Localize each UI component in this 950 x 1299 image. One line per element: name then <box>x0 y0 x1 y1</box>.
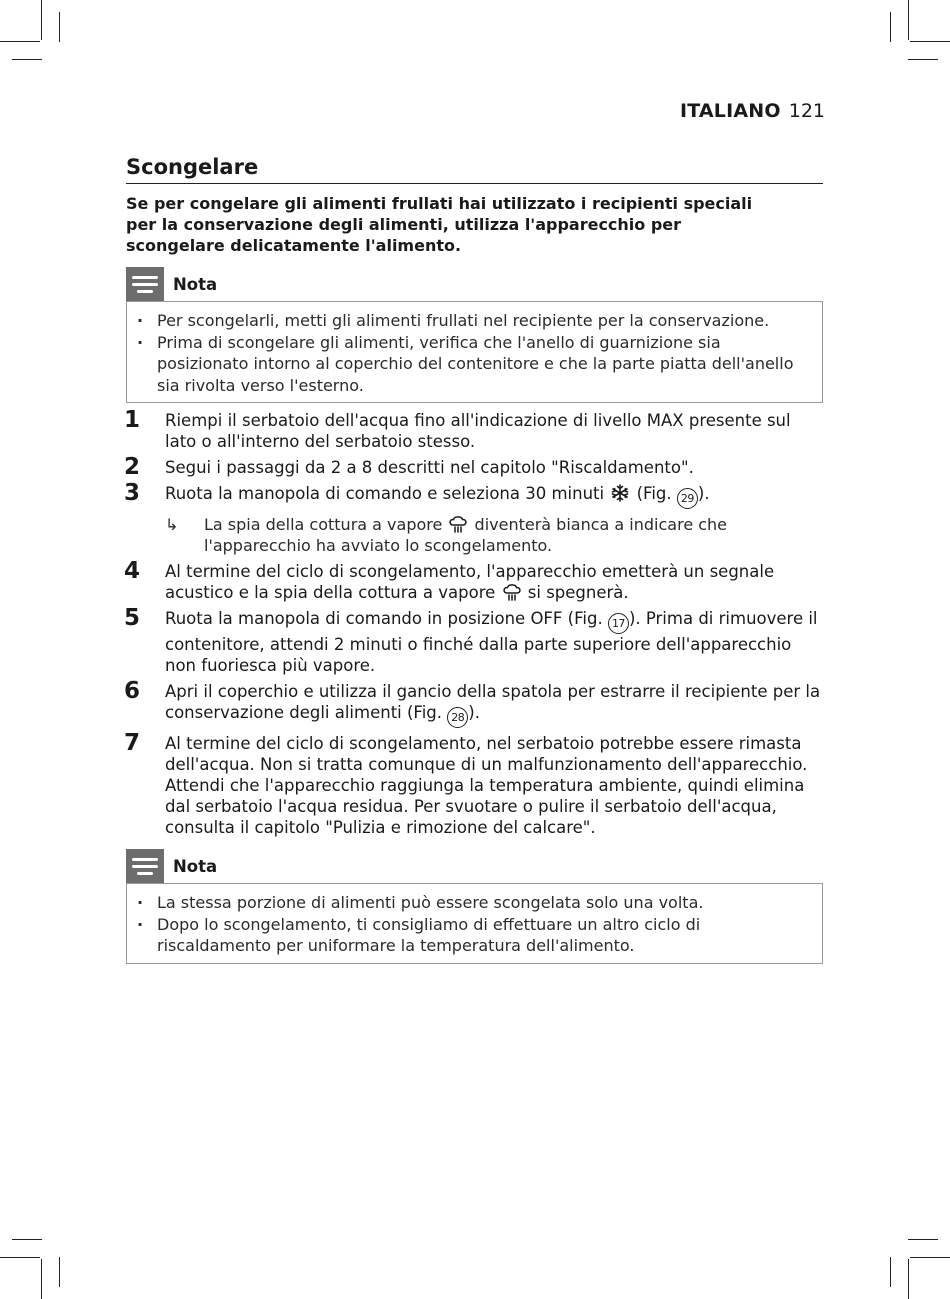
step-text: (Fig. <box>636 484 672 503</box>
step-2 <box>124 454 823 480</box>
step-text: ). <box>697 484 710 503</box>
note-icon <box>126 267 164 301</box>
figure-reference: 28 <box>447 707 468 728</box>
crop-mark <box>908 1259 909 1299</box>
section-title: Scongelare <box>126 152 823 184</box>
step-number: 3 <box>124 480 141 506</box>
result-arrow-icon: ↳ <box>165 515 179 534</box>
step-4 <box>124 558 823 603</box>
step-1 <box>124 407 823 452</box>
note-item: · Prima di scongelare gli alimenti, verifica che l'anello di guarnizione sia posizionato intorno al coperchio del contenitore e che la parte piatta dell'anello sia rivolta verso l'esterno. <box>157 332 804 397</box>
step-text: Ruota la manopola di comando e seleziona 30 minuti <box>165 484 605 503</box>
step-number: 5 <box>124 605 141 631</box>
language-label: ITALIANO <box>679 100 781 122</box>
figure-reference: 17 <box>608 613 629 634</box>
crop-mark <box>0 1257 40 1258</box>
steam-icon <box>501 583 523 601</box>
step-3 <box>124 480 823 556</box>
figure-reference: 29 <box>677 488 698 509</box>
step-text: Al termine del ciclo di scongelamento, nel serbatoio potrebbe essere rimasta dell'acqua. Non si tratta comunque di un malfunzionamento dell'apparecchio. Attendi che l'apparecchio raggiunga la temperatura ambiente, quindi elimina dal serbatoio l'acqua residua. Per svuotare o pulire il serbatoio dell'acqua, consulta il capitolo "Pulizia e rimozione del calcare". <box>165 734 808 837</box>
step-text: Ruota la manopola di comando in posizione OFF (Fig. <box>165 609 603 628</box>
defrost-icon <box>609 484 631 502</box>
step-6 <box>124 678 823 728</box>
note-box <box>126 883 823 964</box>
crop-mark <box>890 12 891 42</box>
step-7 <box>124 730 823 838</box>
step-number: 2 <box>124 454 141 480</box>
step-text: ). <box>468 703 480 722</box>
step-text: Al termine del ciclo di scongelamento, l'apparecchio emetterà un segnale acustico e la spia della cottura a vapore <box>165 562 775 602</box>
step-text: ). Prima di rimuovere il contenitore, attendi 2 minuti o finché dalla parte superiore dell'apparecchio non fuoriesca più vapore. <box>165 609 818 675</box>
crop-mark <box>12 59 42 60</box>
crop-mark <box>910 1257 950 1258</box>
note-item: · Per scongelarli, metti gli alimenti frullati nel recipiente per la conservazione. <box>157 310 804 332</box>
page-content <box>126 152 823 964</box>
result-text: La spia della cottura a vapore <box>204 515 443 534</box>
crop-mark <box>910 41 950 42</box>
step-text: Riempi il serbatoio dell'acqua fino all'indicazione di livello MAX presente sul lato o all'interno del serbatoio stesso. <box>165 411 791 451</box>
step-number: 1 <box>124 407 141 433</box>
crop-mark <box>908 1239 938 1240</box>
step-5 <box>124 605 823 676</box>
note-header <box>126 267 823 301</box>
crop-mark <box>59 12 60 42</box>
note-label: Nota <box>173 274 218 294</box>
step-result <box>165 514 823 556</box>
steps-list <box>124 407 823 838</box>
step-text: Apri il coperchio e utilizza il gancio della spatola per estrarre il recipiente per la conservazione degli alimenti (Fig. <box>165 682 821 722</box>
step-number: 7 <box>124 730 141 756</box>
step-text: si spegnerà. <box>527 583 629 602</box>
crop-mark <box>890 1257 891 1287</box>
steam-icon <box>447 515 469 533</box>
note-label: Nota <box>173 856 218 876</box>
page-number: 121 <box>788 100 825 122</box>
result-text: diventerà bianca a indicare che l'apparecchio ha avviato lo scongelamento. <box>204 515 728 555</box>
crop-mark <box>908 0 909 40</box>
crop-mark <box>908 59 938 60</box>
crop-mark <box>12 1239 42 1240</box>
crop-mark <box>59 1257 60 1287</box>
section-intro: Se per congelare gli alimenti frullati hai utilizzato i recipienti speciali per la conservazione degli alimenti, utilizza l'apparecchio per scongelare delicatamente l'alimento. <box>126 194 753 255</box>
note-header <box>126 849 823 883</box>
step-number: 4 <box>124 558 141 584</box>
step-text: Segui i passaggi da 2 a 8 descritti nel capitolo "Riscaldamento". <box>165 458 694 477</box>
note-item: · Dopo lo scongelamento, ti consigliamo di effettuare un altro ciclo di riscaldamento per uniformare la temperatura dell'alimento. <box>157 914 804 957</box>
crop-mark <box>41 0 42 40</box>
crop-mark <box>41 1259 42 1299</box>
crop-mark <box>0 41 40 42</box>
page-header <box>680 98 825 124</box>
note-box <box>126 301 823 403</box>
note-icon <box>126 849 164 883</box>
note-item: · La stessa porzione di alimenti può essere scongelata solo una volta. <box>157 892 804 914</box>
step-number: 6 <box>124 678 141 704</box>
